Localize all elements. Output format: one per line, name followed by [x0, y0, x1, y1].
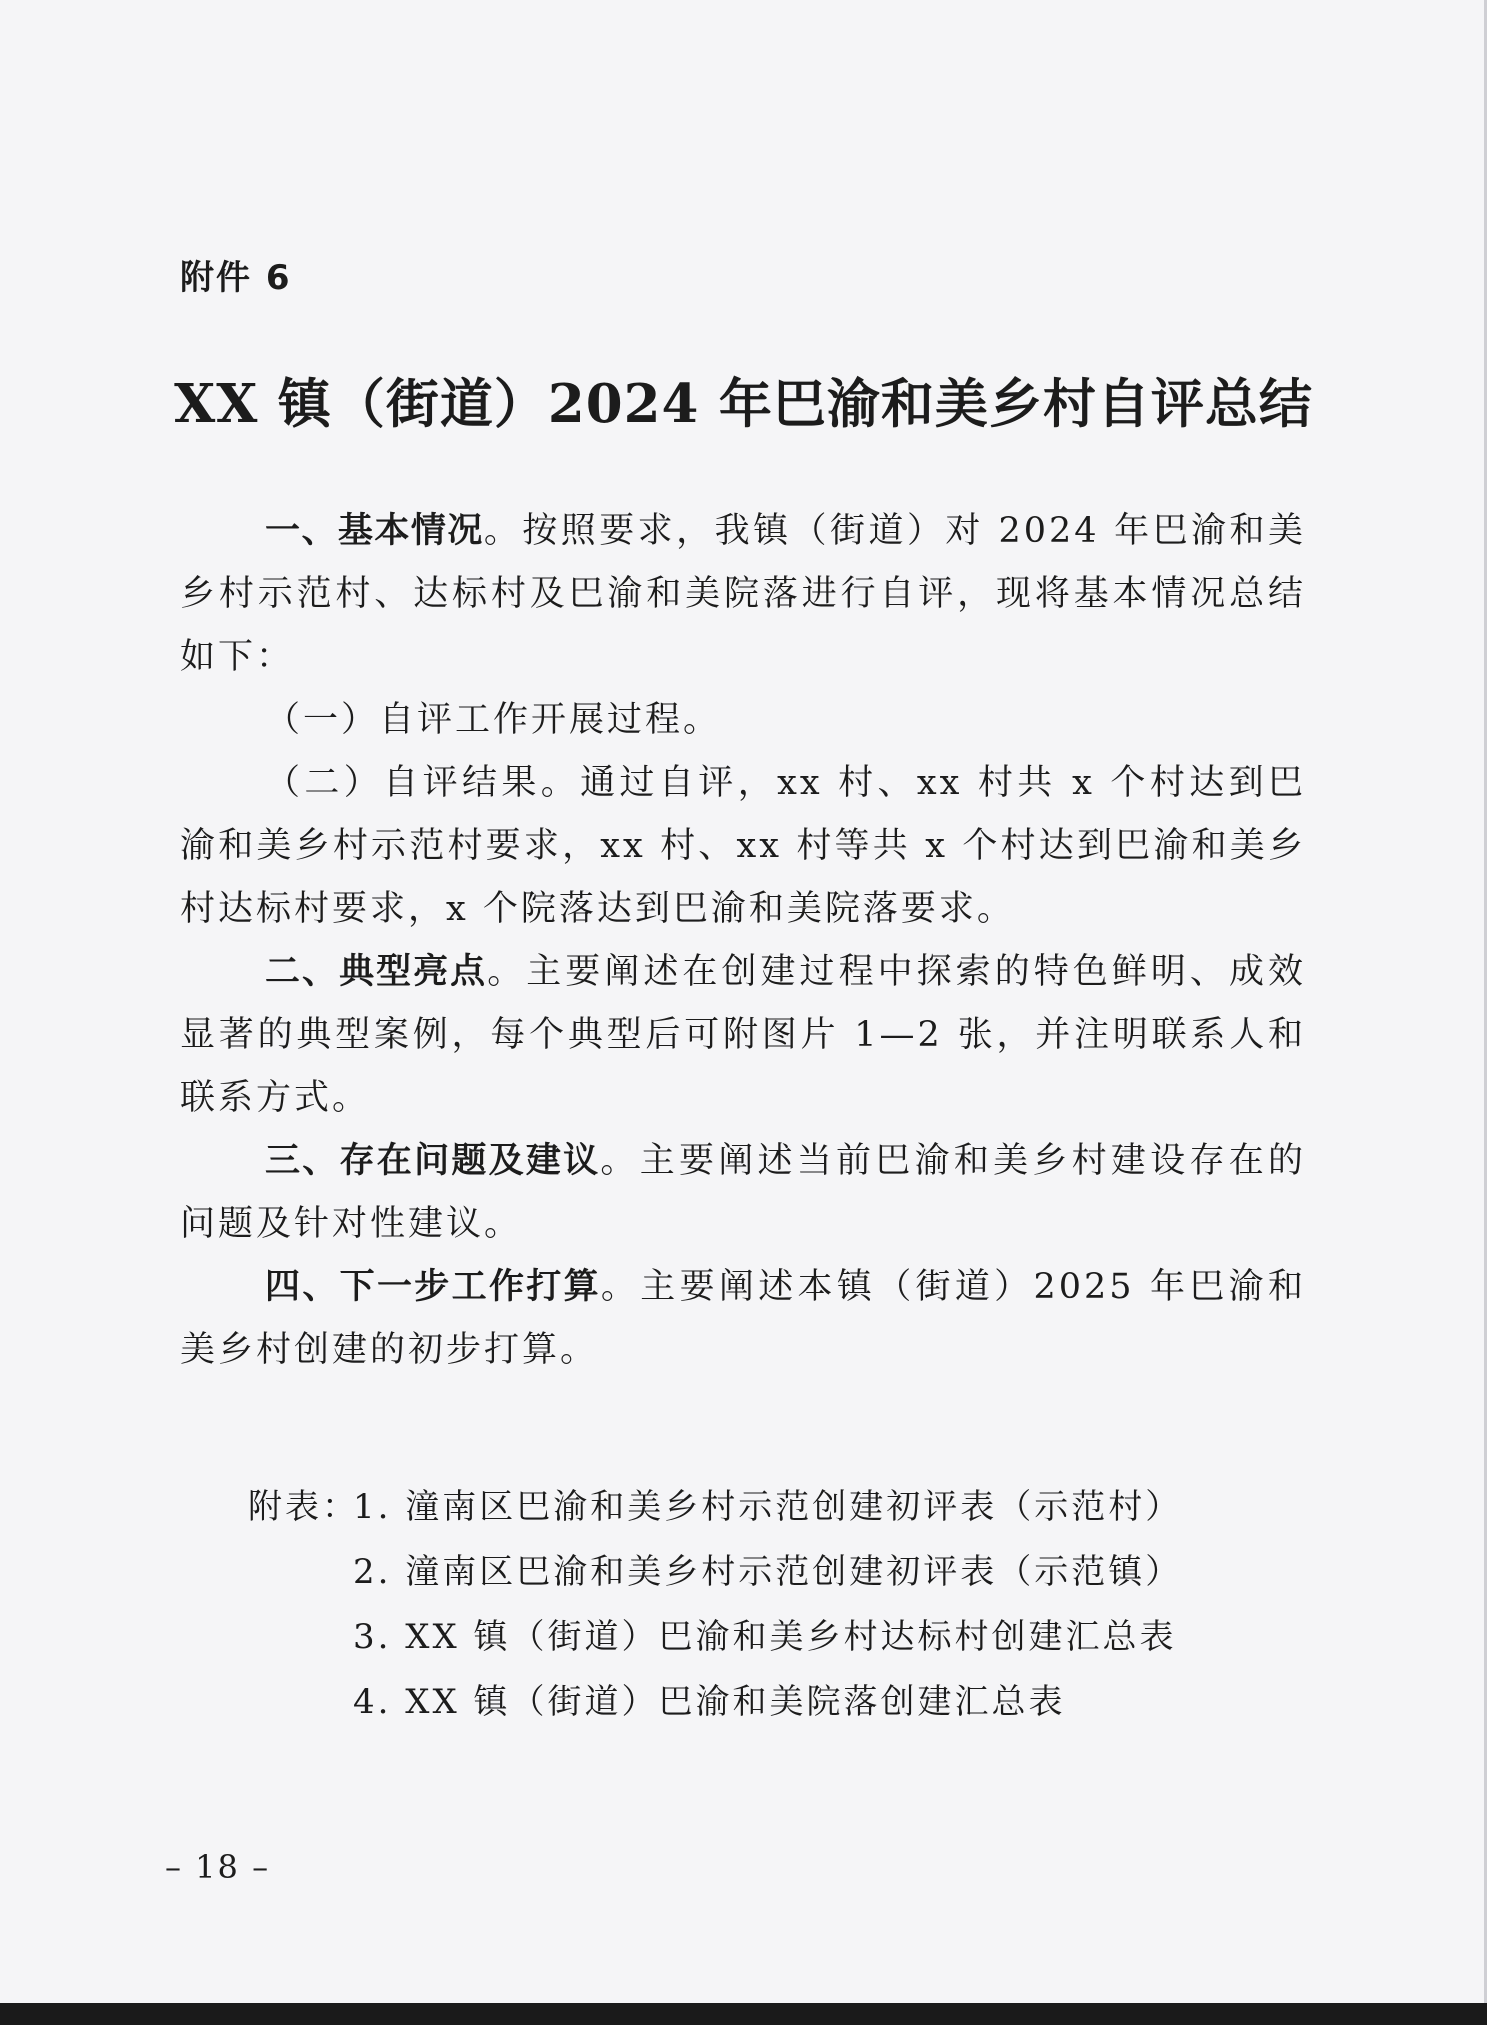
section-heading: 三、存在问题及建议	[265, 1141, 601, 1181]
appendix-item-text: 4. XX 镇（街道）巴渝和美院落创建汇总表	[353, 1682, 1066, 1722]
appendix-lead: 附表：	[248, 1487, 359, 1527]
paragraph-results	[180, 752, 1306, 941]
appendix-item	[248, 1670, 1182, 1735]
document-body	[180, 500, 1306, 1382]
appendix-item-text: 1. 潼南区巴渝和美乡村示范创建初评表（示范村）	[353, 1487, 1183, 1527]
appendix-item-text: 3. XX 镇（街道）巴渝和美乡村达标村创建汇总表	[353, 1617, 1177, 1657]
paragraph-text: 。主要阐述在创建过程中探索的特色鲜明、成效显著的典型案例，每个典型后可附图片 1—2 张，并注明联系人和联系方式。	[180, 952, 1306, 1118]
appendix-item	[248, 1475, 1182, 1540]
section-heading: 二、典型亮点	[265, 952, 488, 992]
section-heading: 一、基本情况	[265, 511, 484, 551]
paragraph-text: 。主要阐述当前巴渝和美乡村建设存在的问题及针对性建议。	[180, 1141, 1306, 1244]
attachment-label: 附件 6	[180, 258, 292, 298]
scan-bottom-band	[0, 2003, 1487, 2025]
paragraph-text: （一）自评工作开展过程。	[265, 700, 722, 740]
appendix-list	[248, 1475, 1182, 1735]
paragraph-next-steps	[180, 1256, 1306, 1382]
paragraph-highlights	[180, 941, 1306, 1130]
paragraph-basic-situation	[180, 500, 1306, 689]
paragraph-text: 。主要阐述本镇（街道）2025 年巴渝和美乡村创建的初步打算。	[180, 1267, 1306, 1370]
document-title: XX 镇（街道）2024 年巴渝和美乡村自评总结	[174, 373, 1313, 435]
appendix-item-text: 2. 潼南区巴渝和美乡村示范创建初评表（示范镇）	[353, 1552, 1183, 1592]
paragraph-text: 。按照要求，我镇（街道）对 2024 年巴渝和美乡村示范村、达标村及巴渝和美院落进行自评，现将基本情况总结如下：	[180, 511, 1306, 677]
paragraph-problems	[180, 1130, 1306, 1256]
appendix-item	[248, 1540, 1182, 1605]
paragraph-process	[180, 689, 1306, 752]
paragraph-text: （二）自评结果。通过自评，xx 村、xx 村共 x 个村达到巴渝和美乡村示范村要求，xx 村、xx 村等共 x 个村达到巴渝和美乡村达标村要求，x 个院落达到巴渝和美院落要求。	[180, 763, 1306, 929]
page-number: – 18 –	[165, 1848, 271, 1886]
section-heading: 四、下一步工作打算	[265, 1267, 601, 1307]
appendix-item	[248, 1605, 1182, 1670]
